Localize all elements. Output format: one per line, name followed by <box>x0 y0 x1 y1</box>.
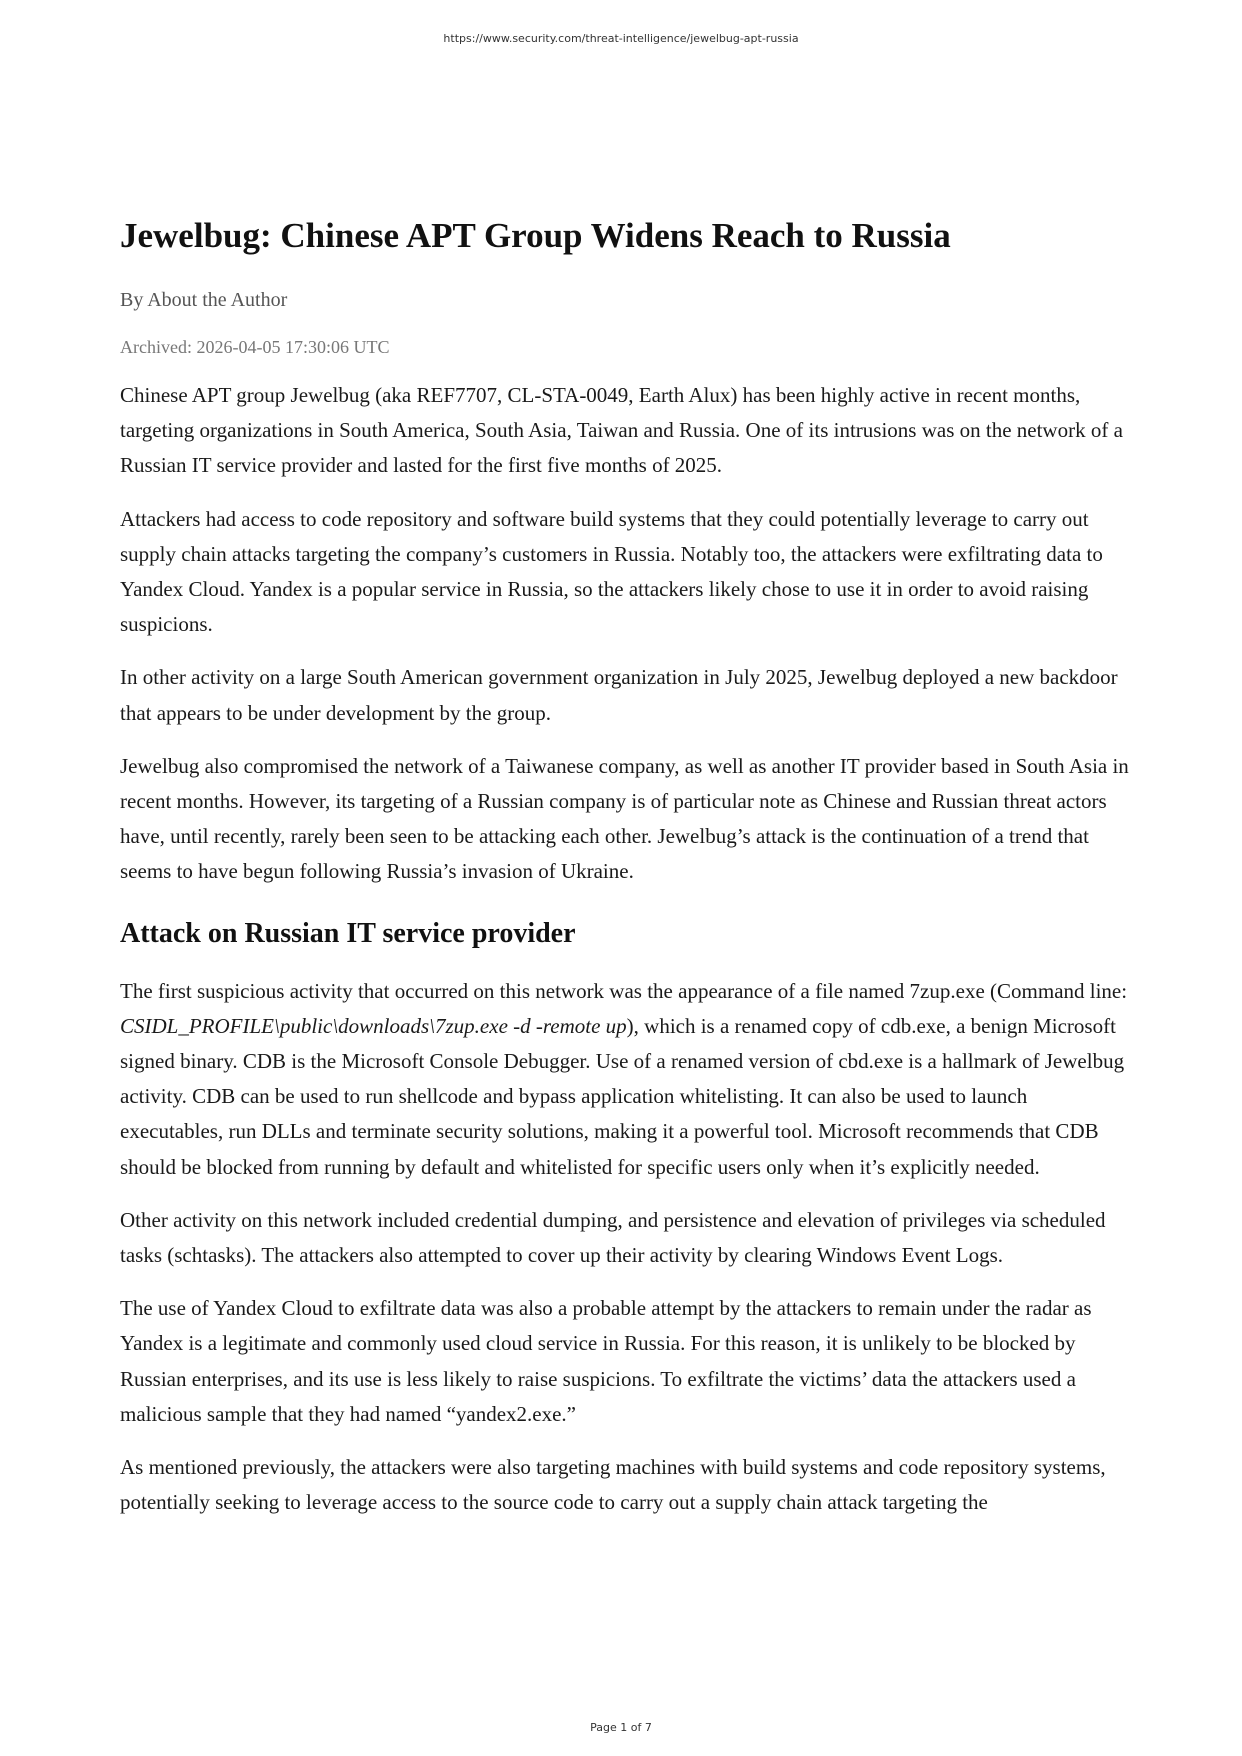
paragraph: In other activity on a large South American government organization in July 2025, Jewelbug deployed a new backdoor that appears to be under development by the group. <box>120 665 1118 725</box>
section-heading: Attack on Russian IT service provider <box>120 917 576 949</box>
author-byline: By About the Author <box>120 289 288 311</box>
paragraph: Attackers had access to code repository and software build systems that they could potentially leverage to carry out supply chain attacks targeting the company’s customers in Russia. Notably too, the attackers were exfiltrating data to Yandex Cloud. Yandex is a popular service in Russia, so the attackers likely chose to use it in order to avoid raising suspicions. <box>120 506 1103 637</box>
page-number: Page 1 of 7 <box>590 1721 652 1734</box>
command-line: CSIDL_PROFILE\public\downloads\7zup.exe -d -remote up <box>120 1013 627 1038</box>
paragraph <box>120 974 1130 1185</box>
archived-timestamp: Archived: 2026-04-05 17:30:06 UTC <box>120 337 390 357</box>
paragraph: The use of Yandex Cloud to exfiltrate data was also a probable attempt by the attackers to remain under the radar as Yandex is a legitimate and commonly used cloud service in Russia. For this reason, it is unlikely to be blocked by Russian enterprises, and its use is less likely to raise suspicions. To exfiltrate the victims’ data the attackers used a malicious sample that they had named “yandex2.exe.” <box>120 1296 1092 1426</box>
page-url: https://www.security.com/threat-intelligence/jewelbug-apt-russia <box>443 32 799 45</box>
article-title: Jewelbug: Chinese APT Group Widens Reach to Russia <box>120 216 951 255</box>
article <box>120 212 1130 1520</box>
paragraph: Jewelbug also compromised the network of a Taiwanese company, as well as another IT provider based in South Asia in recent months. However, its targeting of a Russian company is of particular note as Chinese and Russian threat actors have, until recently, rarely been seen to be attacking each other. Jewelbug’s attack is the continuation of a trend that seems to have begun following Russia’s invasion of Ukraine. <box>120 753 1129 884</box>
paragraph: Other activity on this network included credential dumping, and persistence and elevation of privileges via scheduled tasks (schtasks). The attackers also attempted to cover up their activity by clearing Windows Event Logs. <box>120 1207 1106 1268</box>
paragraph: As mentioned previously, the attackers were also targeting machines with build systems and code repository systems, potentially seeking to leverage access to the source code to carry out a supply chain attack targeting the <box>120 1455 1106 1515</box>
text: The first suspicious activity that occurred on this network was the appearance of a file named 7zup.exe (Command line: <box>120 978 1128 1003</box>
paragraph: Chinese APT group Jewelbug (aka REF7707, CL-STA-0049, Earth Alux) has been highly active in recent months, targeting organizations in South America, South Asia, Taiwan and Russia. One of its intrusions was on the network of a Russian IT service provider and lasted for the first five months of 2025. <box>120 383 1123 478</box>
text: ), which is a renamed copy of cdb.exe, a benign Microsoft signed binary. CDB is the Microsoft Console Debugger. Use of a renamed version of cbd.exe is a hallmark of Jewelbug activity. CDB can be used to run shellcode and bypass application whitelisting. It can also be used to launch executables, run DLLs and terminate security solutions, making it a powerful tool. Microsoft recommends that CDB should be blocked from running by default and whitelisted for specific users only when it’s explicitly needed. <box>120 1013 1125 1179</box>
